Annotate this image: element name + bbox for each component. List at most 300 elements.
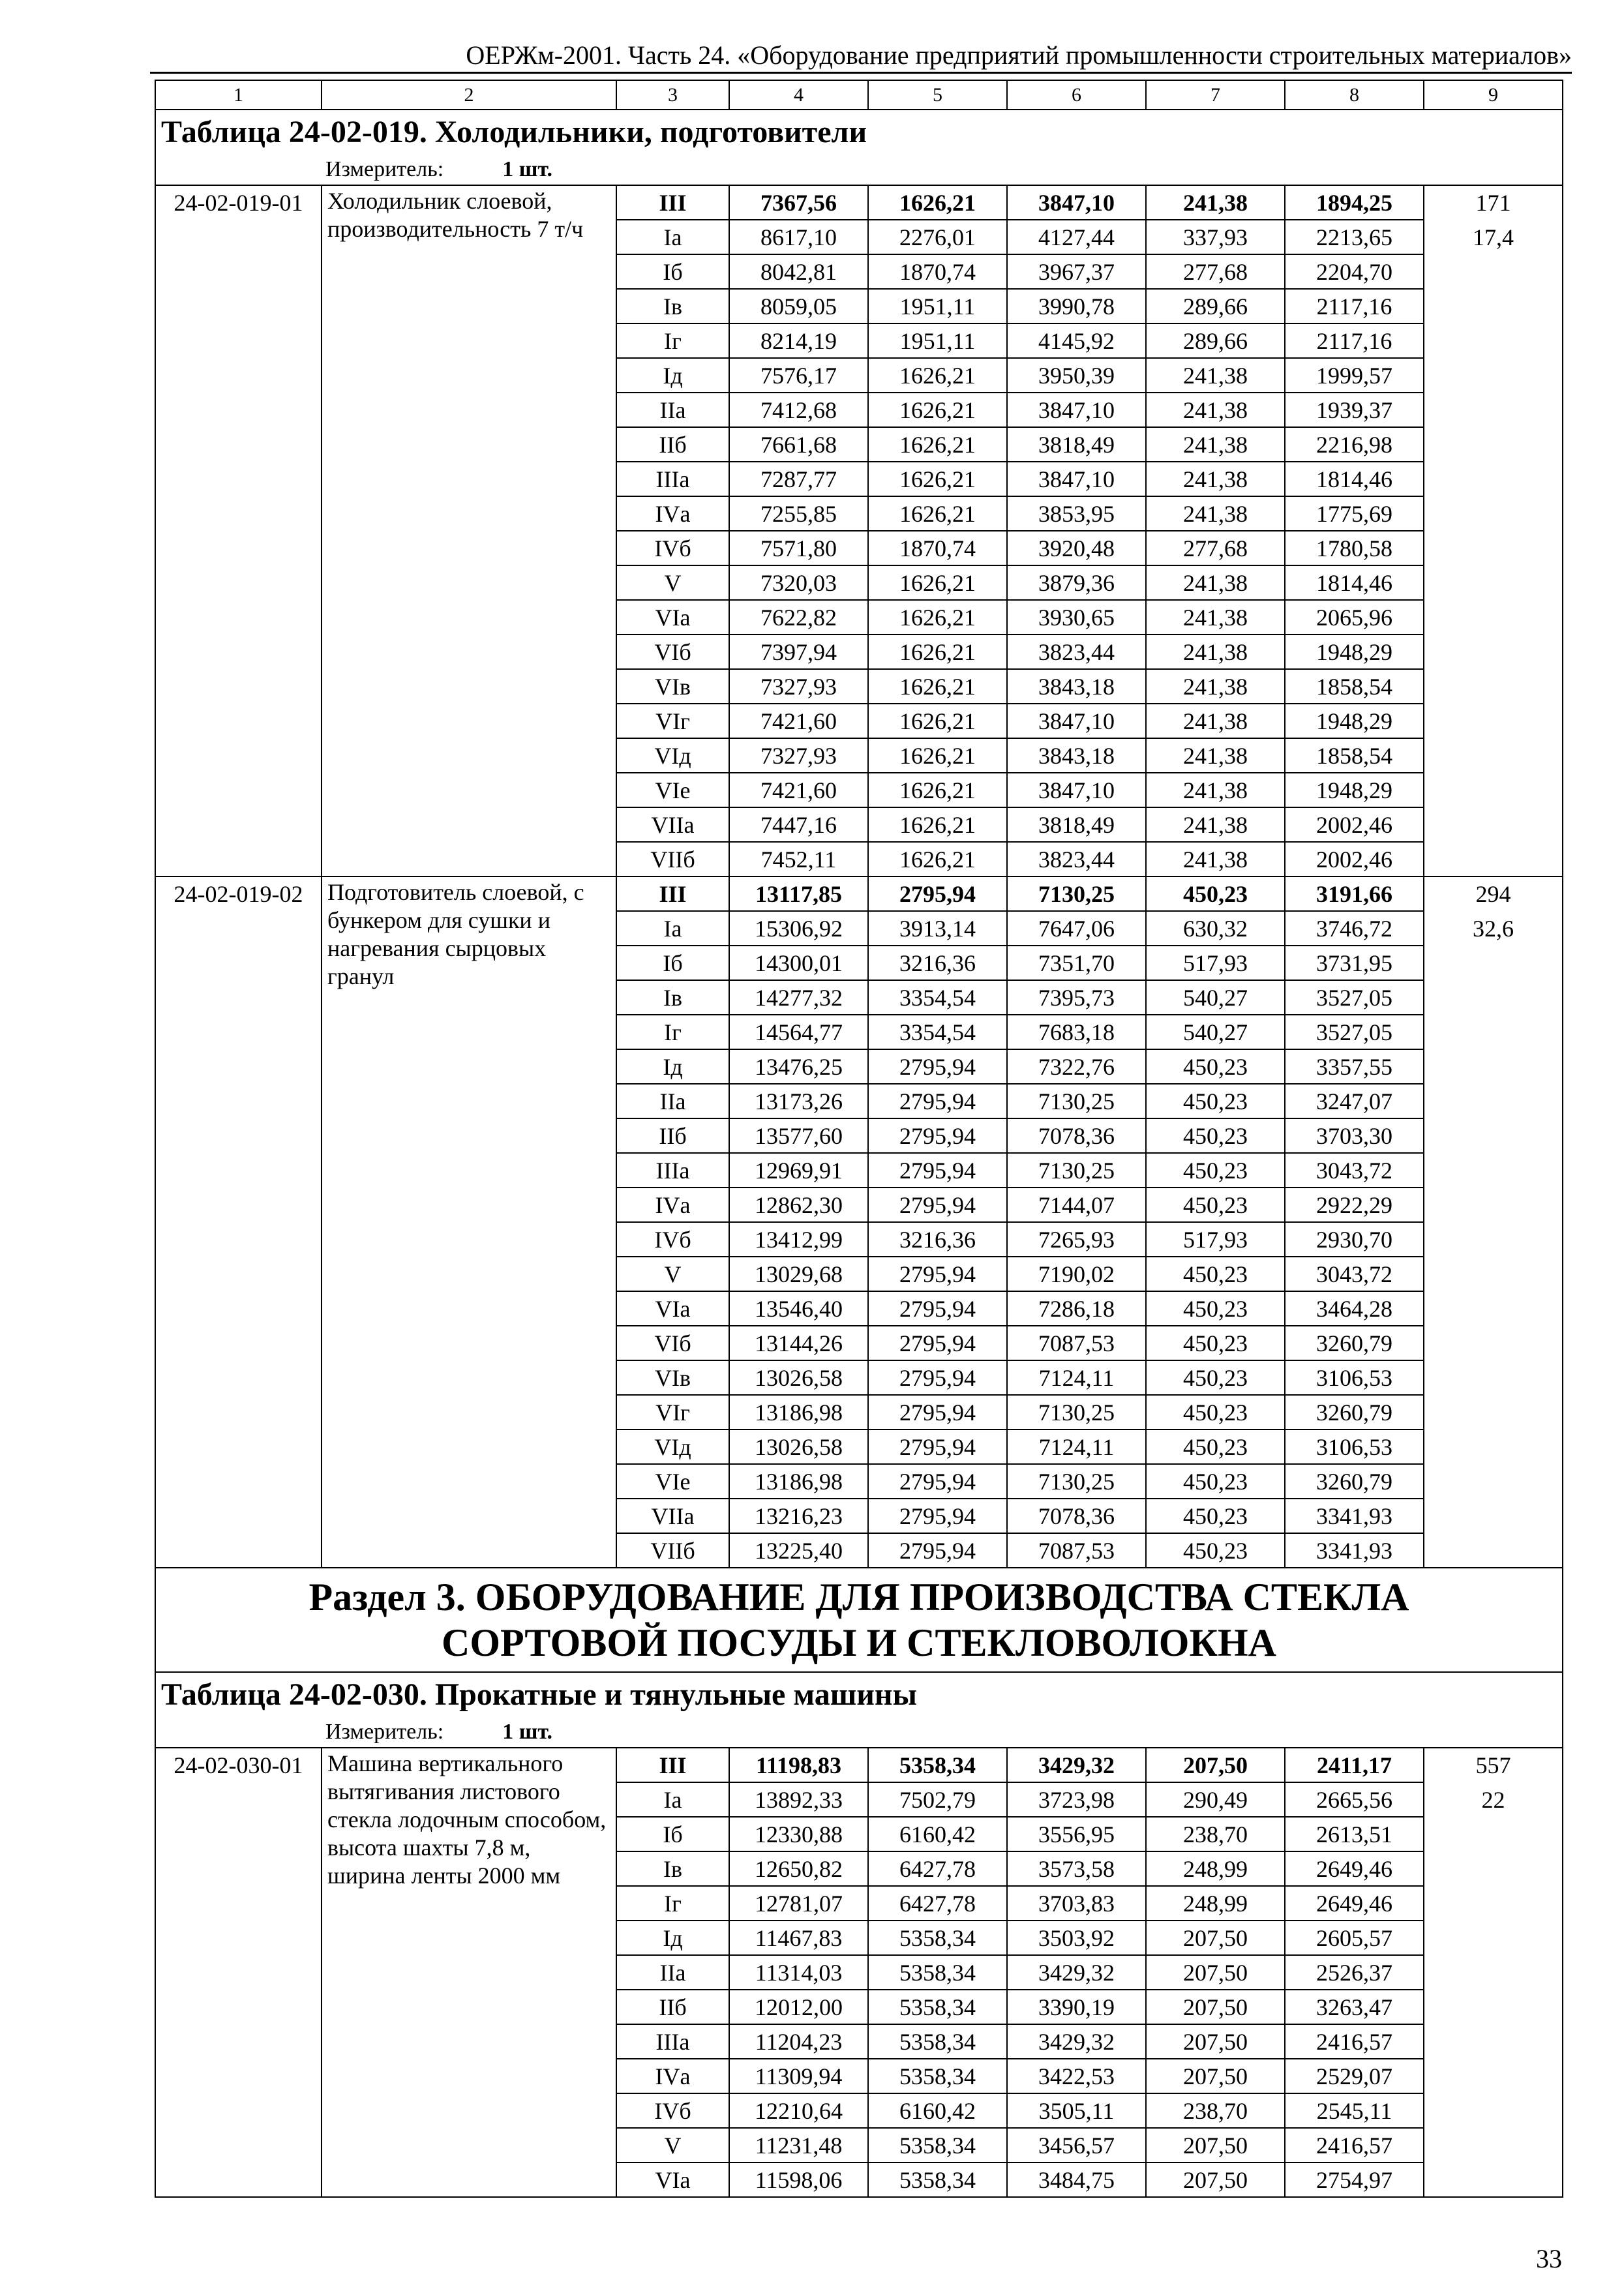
value-cell: 3843,18: [1007, 669, 1146, 704]
value-cell: 450,23: [1146, 1049, 1285, 1084]
value-cell: 337,93: [1146, 220, 1285, 254]
value-cell: 241,38: [1146, 704, 1285, 738]
value-cell: 3191,66: [1285, 876, 1424, 911]
unit-label: Измеритель:: [325, 1720, 444, 1744]
column-9-cell: [1424, 1921, 1563, 1955]
value-cell: 450,23: [1146, 1291, 1285, 1326]
value-cell: 450,23: [1146, 1118, 1285, 1153]
value-cell: 3990,78: [1007, 289, 1146, 323]
value-cell: 12862,30: [729, 1188, 868, 1222]
value-cell: 3823,44: [1007, 842, 1146, 876]
value-cell: 7124,11: [1007, 1360, 1146, 1395]
value-cell: 3429,32: [1007, 1955, 1146, 1990]
value-cell: 7322,76: [1007, 1049, 1146, 1084]
zone-cell: VIа: [616, 600, 729, 635]
value-cell: 241,38: [1146, 842, 1285, 876]
value-cell: 2117,16: [1285, 323, 1424, 358]
value-cell: 8214,19: [729, 323, 868, 358]
value-cell: 3484,75: [1007, 2162, 1146, 2197]
value-cell: 4145,92: [1007, 323, 1146, 358]
value-cell: 7130,25: [1007, 1464, 1146, 1499]
value-cell: 11231,48: [729, 2128, 868, 2162]
column-9-cell: [1424, 1464, 1563, 1499]
value-cell: 11467,83: [729, 1921, 868, 1955]
column-9-cell: [1424, 2059, 1563, 2093]
value-cell: 277,68: [1146, 531, 1285, 565]
value-cell: 1999,57: [1285, 358, 1424, 393]
value-cell: 13186,98: [729, 1395, 868, 1429]
value-cell: 11198,83: [729, 1748, 868, 1782]
value-cell: 517,93: [1146, 1222, 1285, 1257]
value-cell: 289,66: [1146, 289, 1285, 323]
value-cell: 2795,94: [868, 1188, 1007, 1222]
value-cell: 14300,01: [729, 946, 868, 980]
value-cell: 7571,80: [729, 531, 868, 565]
value-cell: 6427,78: [868, 1851, 1007, 1886]
zone-cell: Iа: [616, 1782, 729, 1817]
value-cell: 1626,21: [868, 565, 1007, 600]
zone-cell: VIг: [616, 704, 729, 738]
unit-cell: [155, 155, 1563, 185]
zone-cell: Iг: [616, 1886, 729, 1921]
zone-cell: Iа: [616, 220, 729, 254]
column-9-cell: [1424, 2162, 1563, 2197]
value-cell: 3247,07: [1285, 1084, 1424, 1118]
column-9-cell: [1424, 1955, 1563, 1990]
value-cell: 207,50: [1146, 1921, 1285, 1955]
zone-cell: VIа: [616, 2162, 729, 2197]
value-cell: 13186,98: [729, 1464, 868, 1499]
value-cell: 5358,34: [868, 2162, 1007, 2197]
value-cell: 1626,21: [868, 773, 1007, 807]
column-9-cell: 17,4: [1424, 220, 1563, 254]
value-cell: 450,23: [1146, 1360, 1285, 1395]
column-9-cell: [1424, 1533, 1563, 1568]
value-cell: 8042,81: [729, 254, 868, 289]
value-cell: 1626,21: [868, 842, 1007, 876]
value-cell: 7255,85: [729, 496, 868, 531]
item-name: Подготовитель слоевой, с бункером для сушки и нагревания сырцовых гранул: [322, 876, 616, 1568]
value-cell: 3879,36: [1007, 565, 1146, 600]
value-cell: 2117,16: [1285, 289, 1424, 323]
value-cell: 3216,36: [868, 1222, 1007, 1257]
value-cell: 7130,25: [1007, 1084, 1146, 1118]
column-9-cell: [1424, 1851, 1563, 1886]
column-9-cell: [1424, 1499, 1563, 1533]
column-number: 3: [616, 80, 729, 110]
column-9-cell: 171: [1424, 185, 1563, 220]
zone-cell: IIIа: [616, 2024, 729, 2059]
column-9-cell: [1424, 980, 1563, 1015]
value-cell: 1626,21: [868, 358, 1007, 393]
value-cell: 241,38: [1146, 635, 1285, 669]
page-number: 33: [1536, 2244, 1562, 2273]
value-cell: 1939,37: [1285, 393, 1424, 427]
value-cell: 3341,93: [1285, 1533, 1424, 1568]
column-9-cell: 294: [1424, 876, 1563, 911]
value-cell: 5358,34: [868, 2128, 1007, 2162]
value-cell: 7327,93: [729, 669, 868, 704]
value-cell: 7447,16: [729, 807, 868, 842]
zone-cell: VIIб: [616, 842, 729, 876]
value-cell: 540,27: [1146, 1015, 1285, 1049]
column-9-cell: [1424, 1153, 1563, 1188]
value-cell: 2795,94: [868, 1049, 1007, 1084]
column-9-cell: [1424, 600, 1563, 635]
value-cell: 7412,68: [729, 393, 868, 427]
value-cell: 241,38: [1146, 773, 1285, 807]
value-cell: 3527,05: [1285, 1015, 1424, 1049]
value-cell: 3106,53: [1285, 1429, 1424, 1464]
value-cell: 13029,68: [729, 1257, 868, 1291]
column-number: 4: [729, 80, 868, 110]
unit-row: [155, 155, 1563, 185]
value-cell: 450,23: [1146, 1153, 1285, 1188]
value-cell: 13173,26: [729, 1084, 868, 1118]
column-number: 6: [1007, 80, 1146, 110]
column-9-cell: [1424, 1395, 1563, 1429]
value-cell: 3703,83: [1007, 1886, 1146, 1921]
zone-cell: Iа: [616, 911, 729, 946]
column-number: 5: [868, 80, 1007, 110]
value-cell: 450,23: [1146, 1257, 1285, 1291]
value-cell: 4127,44: [1007, 220, 1146, 254]
column-number: 9: [1424, 80, 1563, 110]
value-cell: 13892,33: [729, 1782, 868, 1817]
value-cell: 2213,65: [1285, 220, 1424, 254]
zone-cell: IIа: [616, 393, 729, 427]
value-cell: 1870,74: [868, 254, 1007, 289]
value-cell: 2795,94: [868, 1464, 1007, 1499]
table-row: [155, 876, 1563, 911]
value-cell: 7452,11: [729, 842, 868, 876]
value-cell: 241,38: [1146, 565, 1285, 600]
table-body: [155, 80, 1563, 2197]
value-cell: 7124,11: [1007, 1429, 1146, 1464]
zone-cell: V: [616, 1257, 729, 1291]
zone-cell: IIа: [616, 1084, 729, 1118]
value-cell: 2665,56: [1285, 1782, 1424, 1817]
value-cell: 241,38: [1146, 462, 1285, 496]
value-cell: 2526,37: [1285, 1955, 1424, 1990]
value-cell: 13476,25: [729, 1049, 868, 1084]
zone-cell: Iд: [616, 1921, 729, 1955]
column-9-cell: [1424, 323, 1563, 358]
value-cell: 8617,10: [729, 220, 868, 254]
value-cell: 3429,32: [1007, 1748, 1146, 1782]
value-cell: 238,70: [1146, 2093, 1285, 2128]
value-cell: 2795,94: [868, 1429, 1007, 1464]
value-cell: 1626,21: [868, 496, 1007, 531]
value-cell: 5358,34: [868, 2024, 1007, 2059]
value-cell: 3503,92: [1007, 1921, 1146, 1955]
zone-cell: Iв: [616, 1851, 729, 1886]
value-cell: 7265,93: [1007, 1222, 1146, 1257]
value-cell: 7397,94: [729, 635, 868, 669]
value-cell: 11314,03: [729, 1955, 868, 1990]
value-cell: 2795,94: [868, 1360, 1007, 1395]
value-cell: 1626,21: [868, 738, 1007, 773]
column-9-cell: [1424, 773, 1563, 807]
value-cell: 7287,77: [729, 462, 868, 496]
column-9-cell: [1424, 565, 1563, 600]
zone-cell: IVа: [616, 1188, 729, 1222]
value-cell: 241,38: [1146, 669, 1285, 704]
column-9-cell: [1424, 2128, 1563, 2162]
value-cell: 517,93: [1146, 946, 1285, 980]
zone-cell: Iб: [616, 254, 729, 289]
value-cell: 7351,70: [1007, 946, 1146, 980]
value-cell: 207,50: [1146, 1748, 1285, 1782]
value-cell: 7421,60: [729, 704, 868, 738]
value-cell: 450,23: [1146, 1395, 1285, 1429]
unit-cell: [155, 1717, 1563, 1748]
value-cell: 3723,98: [1007, 1782, 1146, 1817]
value-cell: 7647,06: [1007, 911, 1146, 946]
value-cell: 7367,56: [729, 185, 868, 220]
value-cell: 7130,25: [1007, 1153, 1146, 1188]
zone-cell: VIIа: [616, 807, 729, 842]
value-cell: 3422,53: [1007, 2059, 1146, 2093]
value-cell: 1626,21: [868, 185, 1007, 220]
value-cell: 1626,21: [868, 807, 1007, 842]
value-cell: 207,50: [1146, 1955, 1285, 1990]
value-cell: 13225,40: [729, 1533, 868, 1568]
item-name: Холодильник слоевой, производительность 7 т/ч: [322, 185, 616, 876]
value-cell: 12330,88: [729, 1817, 868, 1851]
value-cell: 13577,60: [729, 1118, 868, 1153]
value-cell: 241,38: [1146, 393, 1285, 427]
unit-value: 1 шт.: [502, 1720, 553, 1744]
column-9-cell: [1424, 1990, 1563, 2024]
value-cell: 7144,07: [1007, 1188, 1146, 1222]
value-cell: 6160,42: [868, 1817, 1007, 1851]
value-cell: 2649,46: [1285, 1886, 1424, 1921]
value-cell: 238,70: [1146, 1817, 1285, 1851]
column-number: 8: [1285, 80, 1424, 110]
column-9-cell: [1424, 1817, 1563, 1851]
value-cell: 5358,34: [868, 2059, 1007, 2093]
value-cell: 3967,37: [1007, 254, 1146, 289]
value-cell: 241,38: [1146, 738, 1285, 773]
zone-cell: VIа: [616, 1291, 729, 1326]
value-cell: 3260,79: [1285, 1464, 1424, 1499]
value-cell: 3746,72: [1285, 911, 1424, 946]
zone-cell: VIд: [616, 1429, 729, 1464]
zone-cell: IVб: [616, 2093, 729, 2128]
zone-cell: IIIа: [616, 462, 729, 496]
value-cell: 2795,94: [868, 1499, 1007, 1533]
value-cell: 3556,95: [1007, 1817, 1146, 1851]
column-9-cell: 32,6: [1424, 911, 1563, 946]
table-title: Таблица 24-02-030. Прокатные и тянульные машины: [155, 1672, 1563, 1717]
value-cell: 3847,10: [1007, 704, 1146, 738]
column-9-cell: [1424, 1326, 1563, 1360]
value-cell: 13117,85: [729, 876, 868, 911]
column-number: 7: [1146, 80, 1285, 110]
value-cell: 7683,18: [1007, 1015, 1146, 1049]
unit-value: 1 шт.: [502, 157, 553, 181]
unit-row: [155, 1717, 1563, 1748]
column-9-cell: [1424, 1291, 1563, 1326]
zone-cell: IIа: [616, 1955, 729, 1990]
column-9-cell: [1424, 462, 1563, 496]
value-cell: 7622,82: [729, 600, 868, 635]
value-cell: 1951,11: [868, 289, 1007, 323]
zone-cell: IIб: [616, 1118, 729, 1153]
zone-cell: IVб: [616, 531, 729, 565]
zone-cell: VIе: [616, 773, 729, 807]
value-cell: 7661,68: [729, 427, 868, 462]
unit-label: Измеритель:: [325, 157, 444, 181]
value-cell: 290,49: [1146, 1782, 1285, 1817]
value-cell: 1858,54: [1285, 669, 1424, 704]
value-cell: 1626,21: [868, 462, 1007, 496]
value-cell: 2002,46: [1285, 807, 1424, 842]
value-cell: 3043,72: [1285, 1257, 1424, 1291]
value-cell: 2795,94: [868, 1257, 1007, 1291]
value-cell: 248,99: [1146, 1851, 1285, 1886]
value-cell: 2922,29: [1285, 1188, 1424, 1222]
value-cell: 207,50: [1146, 2059, 1285, 2093]
value-cell: 13026,58: [729, 1360, 868, 1395]
value-cell: 3429,32: [1007, 2024, 1146, 2059]
zone-cell: VIIб: [616, 1533, 729, 1568]
column-9-cell: [1424, 704, 1563, 738]
value-cell: 289,66: [1146, 323, 1285, 358]
value-cell: 450,23: [1146, 876, 1285, 911]
value-cell: 13216,23: [729, 1499, 868, 1533]
value-cell: 2529,07: [1285, 2059, 1424, 2093]
value-cell: 2605,57: [1285, 1921, 1424, 1955]
value-cell: 241,38: [1146, 185, 1285, 220]
value-cell: 241,38: [1146, 600, 1285, 635]
zone-cell: V: [616, 2128, 729, 2162]
value-cell: 1626,21: [868, 635, 1007, 669]
value-cell: 3703,30: [1285, 1118, 1424, 1153]
value-cell: 2545,11: [1285, 2093, 1424, 2128]
value-cell: 1780,58: [1285, 531, 1424, 565]
table-title-row: [155, 110, 1563, 155]
value-cell: 2795,94: [868, 1153, 1007, 1188]
value-cell: 2795,94: [868, 1118, 1007, 1153]
value-cell: 1626,21: [868, 704, 1007, 738]
value-cell: 7190,02: [1007, 1257, 1146, 1291]
value-cell: 6160,42: [868, 2093, 1007, 2128]
value-cell: 1814,46: [1285, 462, 1424, 496]
zone-cell: III: [616, 876, 729, 911]
value-cell: 3263,47: [1285, 1990, 1424, 2024]
value-cell: 3527,05: [1285, 980, 1424, 1015]
value-cell: 2795,94: [868, 1533, 1007, 1568]
zone-cell: Iв: [616, 980, 729, 1015]
value-cell: 13412,99: [729, 1222, 868, 1257]
column-9-cell: [1424, 2024, 1563, 2059]
column-9-cell: [1424, 1084, 1563, 1118]
value-cell: 14564,77: [729, 1015, 868, 1049]
value-cell: 3260,79: [1285, 1395, 1424, 1429]
value-cell: 450,23: [1146, 1188, 1285, 1222]
value-cell: 13026,58: [729, 1429, 868, 1464]
value-cell: 3853,95: [1007, 496, 1146, 531]
value-cell: 2204,70: [1285, 254, 1424, 289]
column-9-cell: [1424, 842, 1563, 876]
value-cell: 3818,49: [1007, 427, 1146, 462]
column-9-cell: [1424, 669, 1563, 704]
section-title: Раздел 3. ОБОРУДОВАНИЕ ДЛЯ ПРОИЗВОДСТВА СТЕКЛА СОРТОВОЙ ПОСУДЫ И СТЕКЛОВОЛОКНА: [155, 1568, 1563, 1672]
value-cell: 3847,10: [1007, 462, 1146, 496]
value-cell: 7421,60: [729, 773, 868, 807]
zone-cell: Iг: [616, 323, 729, 358]
value-cell: 3731,95: [1285, 946, 1424, 980]
value-cell: 450,23: [1146, 1533, 1285, 1568]
zone-cell: IVб: [616, 1222, 729, 1257]
value-cell: 3920,48: [1007, 531, 1146, 565]
column-9-cell: [1424, 393, 1563, 427]
zone-cell: VIб: [616, 635, 729, 669]
value-cell: 248,99: [1146, 1886, 1285, 1921]
zone-cell: VIв: [616, 669, 729, 704]
value-cell: 12650,82: [729, 1851, 868, 1886]
value-cell: 7130,25: [1007, 1395, 1146, 1429]
value-cell: 3505,11: [1007, 2093, 1146, 2128]
value-cell: 207,50: [1146, 2024, 1285, 2059]
zone-cell: IIб: [616, 1990, 729, 2024]
value-cell: 3390,19: [1007, 1990, 1146, 2024]
value-cell: 241,38: [1146, 807, 1285, 842]
value-cell: 7087,53: [1007, 1533, 1146, 1568]
column-9-cell: [1424, 1257, 1563, 1291]
value-cell: 12781,07: [729, 1886, 868, 1921]
value-cell: 1948,29: [1285, 635, 1424, 669]
value-cell: 1626,21: [868, 669, 1007, 704]
value-cell: 3843,18: [1007, 738, 1146, 773]
value-cell: 12012,00: [729, 1990, 868, 2024]
value-cell: 3043,72: [1285, 1153, 1424, 1188]
value-cell: 8059,05: [729, 289, 868, 323]
column-9-cell: [1424, 531, 1563, 565]
value-cell: 2795,94: [868, 876, 1007, 911]
value-cell: 207,50: [1146, 2162, 1285, 2197]
column-9-cell: [1424, 2093, 1563, 2128]
column-9-cell: 22: [1424, 1782, 1563, 1817]
zone-cell: Iг: [616, 1015, 729, 1049]
value-cell: 2795,94: [868, 1326, 1007, 1360]
column-9-cell: [1424, 1429, 1563, 1464]
value-cell: 450,23: [1146, 1499, 1285, 1533]
value-cell: 5358,34: [868, 1955, 1007, 1990]
value-cell: 277,68: [1146, 254, 1285, 289]
value-cell: 1948,29: [1285, 773, 1424, 807]
column-9-cell: [1424, 254, 1563, 289]
column-9-cell: [1424, 1118, 1563, 1153]
value-cell: 2216,98: [1285, 427, 1424, 462]
value-cell: 5358,34: [868, 1748, 1007, 1782]
page-header: ОЕРЖм-2001. Часть 24. «Оборудование предприятий промышленности строительных материалов»: [466, 40, 1572, 70]
table-row: [155, 185, 1563, 220]
value-cell: 11598,06: [729, 2162, 868, 2197]
value-cell: 2416,57: [1285, 2024, 1424, 2059]
column-9-cell: [1424, 1188, 1563, 1222]
zone-cell: IVа: [616, 2059, 729, 2093]
value-cell: 7078,36: [1007, 1118, 1146, 1153]
item-code: 24-02-019-02: [155, 876, 322, 1568]
column-9-cell: [1424, 1886, 1563, 1921]
value-cell: 450,23: [1146, 1326, 1285, 1360]
value-cell: 3456,57: [1007, 2128, 1146, 2162]
column-9-cell: [1424, 496, 1563, 531]
value-cell: 1948,29: [1285, 704, 1424, 738]
